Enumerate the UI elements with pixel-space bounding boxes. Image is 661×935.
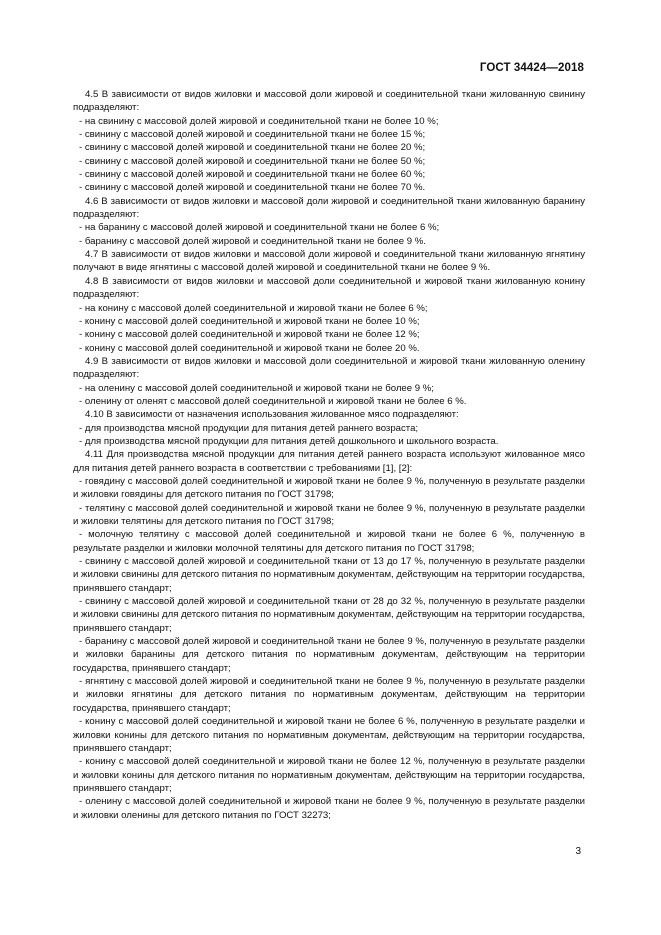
list-item: - свинину с массовой долей жировой и соединительной ткани не более 70 %. [79, 182, 426, 194]
list-item: - баранину с массовой долей жировой и соединительной ткани не более 9 %. [79, 235, 426, 247]
list-item: - ягнятину с массовой долей жировой и соединительной ткани не более 9 %, полученную в результате разделки и жиловки ягнятины для детского питания по нормативным документам, действующим на территории государства, принявшего стандарт; [73, 676, 585, 714]
list-item: - на свинину с массовой долей жировой и соединительной ткани не более 10 %; [79, 115, 439, 127]
list-item: - баранину с массовой долей жировой и соединительной ткани не более 9 %, полученную в результате разделки и жиловки баранины для детского питания по нормативным документам, действующим на территории государства, принявшего стандарт; [73, 636, 585, 674]
list-item: - молочную телятину с массовой долей соединительной и жировой ткани не более 6 %, полученную в результате разделки и жиловки молочной телятины для детского питания по ГОСТ 31798; [73, 529, 585, 554]
list-item: - свинину с массовой долей жировой и соединительной ткани от 13 до 17 %, полученную в результате разделки и жиловки свинины для детского питания по нормативным документам, действующим на территории государства, принявшего стандарт; [73, 556, 585, 594]
list-item: - для производства мясной продукции для питания детей дошкольного и школьного возраста. [79, 435, 499, 447]
list-item: - на баранину с массовой долей жировой и соединительной ткани не более 6 %; [79, 222, 440, 234]
document-header: ГОСТ 34424—2018 [479, 62, 584, 74]
list-item: - свинину с массовой долей жировой и соединительной ткани не более 50 %; [79, 155, 426, 167]
list-item: - на конину с массовой долей соединительной и жировой ткани не более 6 %; [79, 302, 428, 314]
clause-paragraph: 4.11 Для производства мясной продукции для питания детей раннего возраста используют жилованное мясо для питания детей раннего возраста в соответствии с требованиями [1], [2]: [73, 449, 585, 474]
list-item: - конину с массовой долей соединительной и жировой ткани не более 6 %, полученную в результате разделки и жиловки конины для детского питания по нормативным документам, действующим на территории государства, принявшего стандарт; [73, 716, 585, 754]
clause-paragraph: 4.10 В зависимости от назначения использования жилованное мясо подразделяют: [85, 409, 459, 421]
list-item: - конину с массовой долей соединительной и жировой ткани не более 10 %; [79, 315, 420, 327]
list-item: - свинину с массовой долей жировой и соединительной ткани не более 20 %; [79, 142, 426, 154]
list-item: - свинину с массовой долей жировой и соединительной ткани не более 60 %; [79, 169, 426, 181]
page-number: 3 [575, 846, 581, 857]
clause-paragraph: 4.6 В зависимости от видов жиловки и массовой доли жировой и соединительной ткани жилованную баранину подразделяют: [73, 195, 585, 221]
list-item: - говядину с массовой долей соединительной и жировой ткани не более 9 %, полученную в результате разделки и жиловки говядины для детского питания по ГОСТ 31798; [73, 475, 585, 501]
list-item: - на оленину с массовой долей соединительной и жировой ткани не более 9 %; [79, 382, 434, 394]
clause-paragraph: 4.9 В зависимости от видов жиловки и массовой доли соединительной и жировой ткани жилованную оленину подразделяют: [73, 355, 585, 381]
list-item: - свинину с массовой долей жировой и соединительной ткани от 28 до 32 %, полученную в результате разделки и жиловки свинины для детского питания по нормативным документам, действующим на территории государства, принявшего стандарт; [73, 596, 585, 634]
list-item: - конину с массовой долей соединительной и жировой ткани не более 12 %, полученную в результате разделки и жиловки конины для детского питания по нормативным документам, действующим на территории государства, принявшего стандарт; [73, 756, 585, 794]
clause-paragraph: 4.8 В зависимости от видов жиловки и массовой доли соединительной и жировой ткани жилованную конину подразделяют: [73, 275, 585, 301]
list-item: - конину с массовой долей соединительной и жировой ткани не более 12 %; [79, 329, 420, 341]
list-item: - свинину с массовой долей жировой и соединительной ткани не более 15 %; [79, 129, 426, 141]
list-item: - для производства мясной продукции для питания детей раннего возраста; [79, 422, 419, 434]
list-item: - оленину с массовой долей соединительной и жировой ткани не более 9 %, полученную в результате разделки и жиловки оленины для детского питания по ГОСТ 32273; [73, 796, 585, 821]
clause-paragraph: 4.7 В зависимости от видов жиловки и массовой доли жировой и соединительной ткани жилованную ягнятину получают в виде ягнятины с массовой долей жировой и соединительной ткани не более 9 %. [73, 249, 585, 274]
list-item: - оленину от оленят с массовой долей соединительной и жировой ткани не более 6 %. [79, 395, 467, 407]
list-item: - телятину с массовой долей соединительной и жировой ткани не более 9 %, полученную в результате разделки и жиловки телятины для детского питания по ГОСТ 31798; [73, 502, 585, 527]
document-body [73, 88, 585, 822]
list-item: - конину с массовой долей соединительной и жировой ткани не более 20 %. [79, 342, 420, 354]
clause-paragraph: 4.5 В зависимости от видов жиловки и массовой доли жировой и соединительной ткани жилованную свинину подразделяют: [73, 89, 585, 114]
